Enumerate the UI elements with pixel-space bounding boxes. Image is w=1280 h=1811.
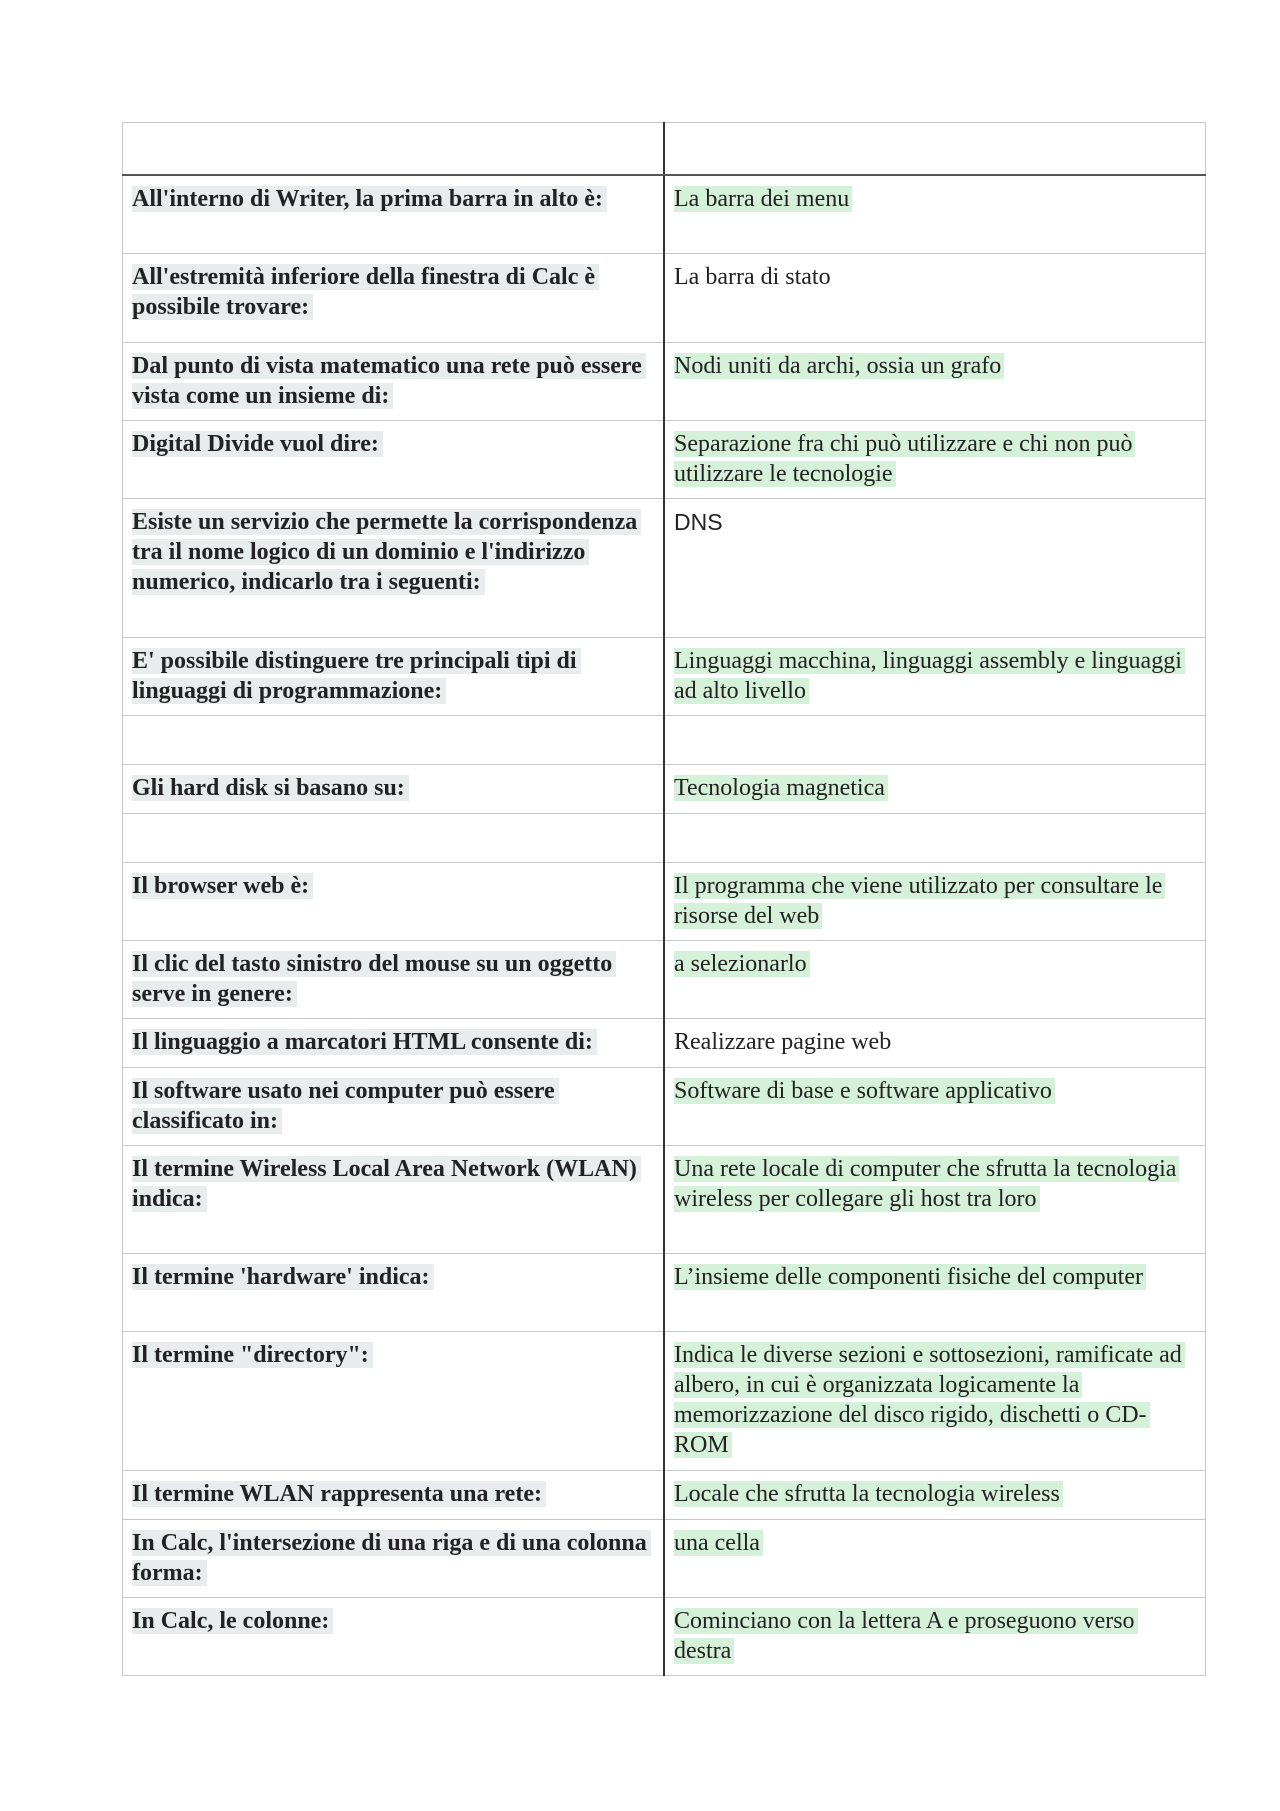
question-cell <box>123 940 665 1018</box>
question-cell <box>123 813 665 862</box>
answer-text: DNS <box>674 508 723 535</box>
answer-text: a selezionarlo <box>674 951 810 977</box>
answer-text: una cella <box>674 1530 763 1556</box>
table-row <box>123 1253 1206 1331</box>
question-text: Digital Divide vuol dire: <box>132 431 383 457</box>
answer-cell <box>664 862 1206 940</box>
table-row <box>123 1470 1206 1519</box>
question-text: Il browser web è: <box>132 873 313 899</box>
table-row <box>123 940 1206 1018</box>
answer-text: Software di base e software applicativo <box>674 1078 1055 1104</box>
answer-text: Separazione fra chi può utilizzare e chi non può utilizzare le tecnologie <box>674 431 1135 487</box>
question-cell <box>123 1597 665 1675</box>
table-row <box>123 715 1206 764</box>
answer-cell <box>664 1597 1206 1675</box>
answer-text: La barra dei menu <box>674 186 852 212</box>
question-text: Il termine 'hardware' indica: <box>132 1264 434 1290</box>
question-text: Il linguaggio a marcatori HTML consente di: <box>132 1029 597 1055</box>
question-cell <box>123 1253 665 1331</box>
table-row <box>123 1067 1206 1145</box>
quiz-table <box>122 122 1206 1676</box>
table-row <box>123 498 1206 637</box>
table-row <box>123 1331 1206 1470</box>
table-row <box>123 637 1206 715</box>
answer-cell <box>664 1145 1206 1253</box>
question-cell <box>123 1018 665 1067</box>
question-text: Il software usato nei computer può essere classificato in: <box>132 1078 559 1134</box>
table-row <box>123 420 1206 498</box>
table-row <box>123 342 1206 420</box>
question-cell <box>123 1331 665 1470</box>
answer-text: Cominciano con la lettera A e proseguono verso destra <box>674 1608 1138 1664</box>
answer-cell <box>664 342 1206 420</box>
answer-cell <box>664 1253 1206 1331</box>
answer-text: L’insieme delle componenti fisiche del computer <box>674 1264 1146 1290</box>
answer-cell <box>664 637 1206 715</box>
question-text: Dal punto di vista matematico una rete può essere vista come un insieme di: <box>132 353 646 409</box>
answer-text: Tecnologia magnetica <box>674 775 888 801</box>
table-row <box>123 1018 1206 1067</box>
question-text: Gli hard disk si basano su: <box>132 775 409 801</box>
answer-text: Realizzare pagine web <box>674 1028 892 1055</box>
question-cell <box>123 420 665 498</box>
answer-cell <box>664 813 1206 862</box>
question-text: Il termine Wireless Local Area Network (WLAN) indica: <box>132 1156 641 1212</box>
question-text: Il termine "directory": <box>132 1342 373 1368</box>
question-cell <box>123 715 665 764</box>
table-row <box>123 813 1206 862</box>
table-row <box>123 253 1206 342</box>
answer-cell <box>664 715 1206 764</box>
question-cell <box>123 1519 665 1597</box>
answer-cell <box>664 175 1206 253</box>
question-text: Il clic del tasto sinistro del mouse su un oggetto serve in genere: <box>132 951 616 1007</box>
table-row <box>123 1597 1206 1675</box>
question-cell <box>123 342 665 420</box>
question-cell <box>123 1470 665 1519</box>
answer-cell <box>664 420 1206 498</box>
question-cell <box>123 764 665 813</box>
table-row <box>123 1519 1206 1597</box>
answer-cell <box>664 1067 1206 1145</box>
answer-cell <box>664 1519 1206 1597</box>
answer-text: Locale che sfrutta la tecnologia wireless <box>674 1481 1063 1507</box>
answer-cell <box>664 498 1206 637</box>
question-text: Esiste un servizio che permette la corrispondenza tra il nome logico di un dominio e l'indirizzo numerico, indicarlo tra i seguenti: <box>132 509 641 595</box>
answer-text: Una rete locale di computer che sfrutta la tecnologia wireless per collegare gli host tra loro <box>674 1156 1179 1212</box>
answer-cell <box>664 1331 1206 1470</box>
answer-cell <box>664 1470 1206 1519</box>
question-text: All'interno di Writer, la prima barra in alto è: <box>132 186 607 212</box>
answer-text: La barra di stato <box>674 263 831 290</box>
question-text: Il termine WLAN rappresenta una rete: <box>132 1481 546 1507</box>
table-header-row <box>123 123 1206 176</box>
question-cell <box>123 175 665 253</box>
question-cell <box>123 1067 665 1145</box>
question-text: In Calc, le colonne: <box>132 1608 333 1634</box>
table-row <box>123 175 1206 253</box>
question-text: In Calc, l'intersezione di una riga e di una colonna forma: <box>132 1530 651 1586</box>
answer-cell <box>664 764 1206 813</box>
question-cell <box>123 123 665 176</box>
answer-cell <box>664 1018 1206 1067</box>
table-row <box>123 764 1206 813</box>
table-row <box>123 1145 1206 1253</box>
answer-text: Nodi uniti da archi, ossia un grafo <box>674 353 1004 379</box>
question-cell <box>123 637 665 715</box>
answer-text: Il programma che viene utilizzato per consultare le risorse del web <box>674 873 1165 929</box>
question-cell <box>123 1145 665 1253</box>
answer-text: Linguaggi macchina, linguaggi assembly e linguaggi ad alto livello <box>674 648 1185 704</box>
answer-cell <box>664 123 1206 176</box>
question-text: All'estremità inferiore della finestra di Calc è possibile trovare: <box>132 264 599 320</box>
question-cell <box>123 498 665 637</box>
table-row <box>123 862 1206 940</box>
answer-cell <box>664 253 1206 342</box>
question-cell <box>123 862 665 940</box>
question-text: E' possibile distinguere tre principali tipi di linguaggi di programmazione: <box>132 648 581 704</box>
answer-cell <box>664 940 1206 1018</box>
answer-text: Indica le diverse sezioni e sottosezioni, ramificate ad albero, in cui è organizzata logicamente la memorizzazione del disco rigido, dischetti o CD-ROM <box>674 1342 1185 1458</box>
question-cell <box>123 253 665 342</box>
